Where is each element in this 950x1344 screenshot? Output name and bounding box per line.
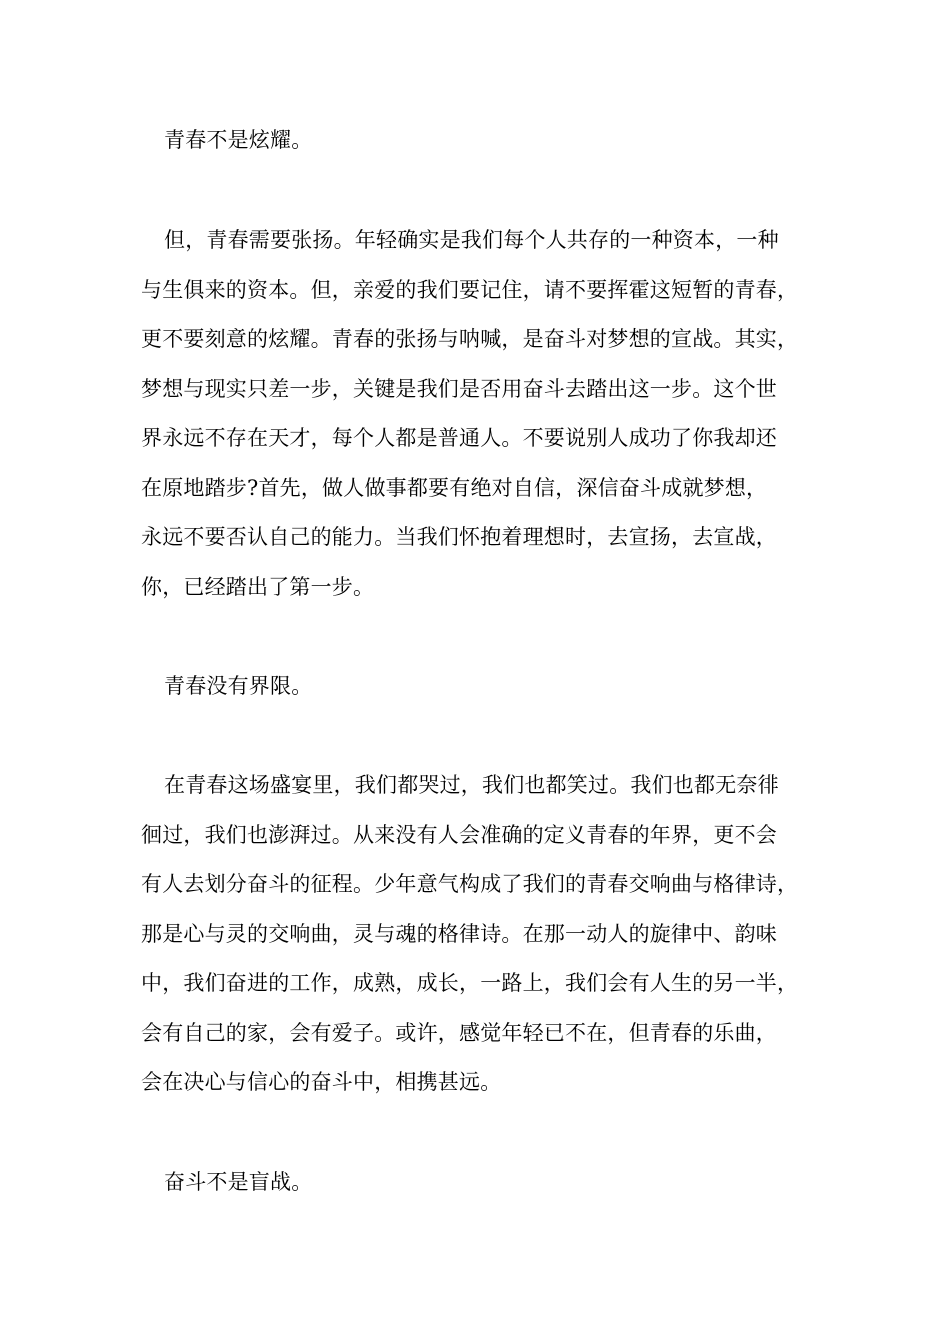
paragraph-line: 中，我们奋进的工作，成熟，成长，一路上，我们会有人生的另一半，: [141, 971, 799, 995]
paragraph-line: 那是心与灵的交响曲，灵与魂的格律诗。在那一动人的旋律中、韵味: [141, 922, 777, 946]
paragraph-line: 在原地踏步?首先，做人做事都要有绝对自信，深信奋斗成就梦想，: [141, 476, 768, 500]
paragraph-line: 有人去划分奋斗的征程。少年意气构成了我们的青春交响曲与格律诗，: [141, 872, 799, 896]
paragraph-line: 更不要刻意的炫耀。青春的张扬与呐喊，是奋斗对梦想的宣战。其实，: [141, 327, 799, 351]
paragraph-line: 你，已经踏出了第一步。: [141, 575, 375, 599]
paragraph-line: 永远不要否认自己的能力。当我们怀抱着理想时，去宣扬，去宣战，: [141, 525, 777, 549]
paragraph-line: 界永远不存在天才，每个人都是普通人。不要说别人成功了你我却还: [141, 426, 777, 450]
paragraph-line: 徊过，我们也澎湃过。从来没有人会准确的定义青春的年界，更不会: [141, 823, 777, 847]
section-heading: 青春不是炫耀。: [164, 128, 313, 152]
paragraph-line: 在青春这场盛宴里，我们都哭过，我们也都笑过。我们也都无奈徘: [164, 773, 779, 797]
paragraph-line: 会有自己的家，会有爱子。或许，感觉年轻已不在，但青春的乐曲，: [141, 1021, 777, 1045]
section-heading: 青春没有界限。: [164, 674, 313, 698]
paragraph-line: 梦想与现实只差一步，关键是我们是否用奋斗去踏出这一步。这个世: [141, 377, 777, 401]
section-heading: 奋斗不是盲战。: [164, 1170, 313, 1194]
paragraph-line: 与生俱来的资本。但，亲爱的我们要记住，请不要挥霍这短暂的青春，: [141, 278, 799, 302]
paragraph-line: 会在决心与信心的奋斗中，相携甚远。: [141, 1070, 502, 1094]
paragraph-line: 但，青春需要张扬。年轻确实是我们每个人共存的一种资本，一种: [164, 228, 779, 252]
